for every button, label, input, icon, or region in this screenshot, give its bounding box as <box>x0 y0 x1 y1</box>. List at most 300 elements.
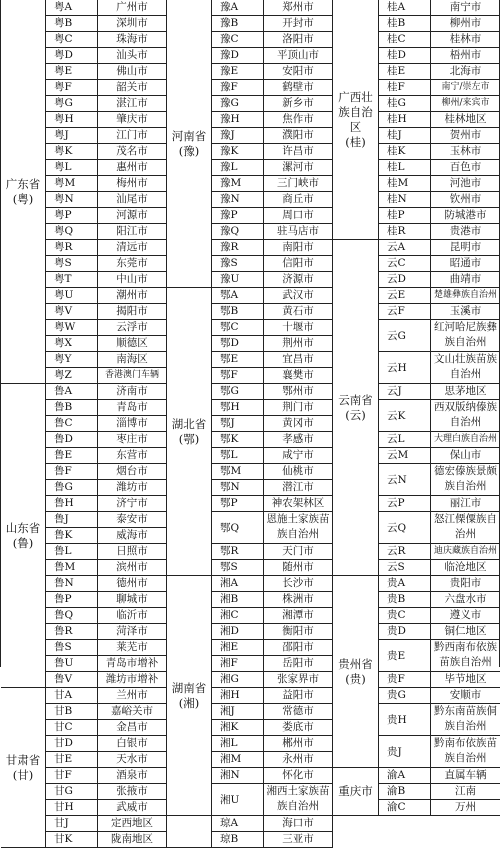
city-name: 昆明市 <box>431 240 500 256</box>
plate-code: 鄂D <box>212 336 264 352</box>
plate-code: 鄂C <box>212 320 264 336</box>
plate-code: 粤L <box>46 160 98 176</box>
plate-code: 桂N <box>379 192 431 208</box>
plate-code: 豫J <box>212 128 264 144</box>
plate-code: 桂R <box>379 224 431 240</box>
city-name: 贺州市 <box>431 128 500 144</box>
plate-code: 豫Q <box>212 224 264 240</box>
plate-code: 湘G <box>212 672 264 688</box>
city-name: 咸宁市 <box>264 448 333 464</box>
plate-code: 鲁L <box>46 544 98 560</box>
city-name: 荆门市 <box>264 400 333 416</box>
province-abbr: (湘) <box>178 695 200 710</box>
plate-code: 云M <box>379 448 431 464</box>
plate-code: 桂J <box>379 128 431 144</box>
plate-code: 粤E <box>46 64 98 80</box>
plate-code: 桂H <box>379 112 431 128</box>
city-name: 怀化市 <box>264 768 333 784</box>
plate-code: 粤C <box>46 32 98 48</box>
plate-code: 粤V <box>46 304 98 320</box>
plate-code: 琼B <box>212 832 264 848</box>
plate-code: 云P <box>379 496 431 512</box>
city-name: 三门峡市 <box>264 176 333 192</box>
city-name: 黄石市 <box>264 304 333 320</box>
plate-code: 鄂N <box>212 480 264 496</box>
city-name: 新乡市 <box>264 96 333 112</box>
city-name: 随州市 <box>264 560 333 576</box>
plate-code: 粤K <box>46 144 98 160</box>
plate-code: 鲁P <box>46 592 98 608</box>
province-name: 湖北省 <box>171 416 207 431</box>
plate-code: 湘K <box>212 720 264 736</box>
city-name: 泰安市 <box>98 512 167 528</box>
province-abbr: (桂) <box>345 134 366 149</box>
city-name: 阳江市 <box>98 224 167 240</box>
city-name: 岳阳市 <box>264 656 333 672</box>
city-name: 南宁市 <box>431 0 500 16</box>
city-name: 焦作市 <box>264 112 333 128</box>
table-column-3 <box>332 0 500 813</box>
province-cell <box>167 576 212 816</box>
province-cell <box>333 576 379 768</box>
city-name: 潍坊市 <box>98 480 167 496</box>
province-cell <box>1 688 46 848</box>
city-name: 南宁/崇左市 <box>431 80 500 96</box>
city-name: 青岛市 <box>98 400 167 416</box>
plate-code: 粤D <box>46 48 98 64</box>
city-name: 鄂州市 <box>264 384 333 400</box>
plate-code: 桂G <box>379 96 431 112</box>
city-name: 株洲市 <box>264 592 333 608</box>
city-name: 大理白族自治州 <box>431 432 500 448</box>
plate-code: 豫E <box>212 64 264 80</box>
plate-code: 桂C <box>379 32 431 48</box>
plate-code: 贵J <box>379 736 431 768</box>
city-name: 潜江市 <box>264 480 333 496</box>
plate-code: 粤S <box>46 256 98 272</box>
plate-code: 湘L <box>212 736 264 752</box>
plate-code: 豫G <box>212 96 264 112</box>
plate-code: 鄂J <box>212 416 264 432</box>
city-name: 武威市 <box>98 800 167 816</box>
city-name: 定西地区 <box>98 816 167 832</box>
plate-code: 鲁V <box>46 672 98 688</box>
city-name: 郴州市 <box>264 736 333 752</box>
city-name: 清远市 <box>98 240 167 256</box>
plate-code: 粤X <box>46 336 98 352</box>
plate-code: 粤B <box>46 16 98 32</box>
plate-code: 鄂E <box>212 352 264 368</box>
plate-code: 湘U <box>212 784 264 816</box>
plate-code: 桂F <box>379 80 431 96</box>
plate-code: 鄂A <box>212 288 264 304</box>
plate-code: 贵B <box>379 592 431 608</box>
city-name: 汕头市 <box>98 48 167 64</box>
province-name: 甘肃省 <box>5 752 41 767</box>
city-name: 十堰市 <box>264 320 333 336</box>
city-name: 桂林地区 <box>431 112 500 128</box>
plate-code: 鄂Q <box>212 512 264 544</box>
plate-code: 桂L <box>379 160 431 176</box>
table-column-2 <box>166 0 332 845</box>
province-abbr: (甘) <box>12 767 34 782</box>
city-name: 济南市 <box>98 384 167 400</box>
city-name: 三亚市 <box>264 832 333 848</box>
city-name: 云浮市 <box>98 320 167 336</box>
plate-code: 桂A <box>379 0 431 16</box>
plate-code: 鲁E <box>46 448 98 464</box>
plate-code: 鄂P <box>212 496 264 512</box>
plate-code: 豫B <box>212 16 264 32</box>
city-name: 淄博市 <box>98 416 167 432</box>
city-name: 莱芜市 <box>98 640 167 656</box>
plate-code: 桂D <box>379 48 431 64</box>
plate-code: 鲁A <box>46 384 98 400</box>
city-name: 张家界市 <box>264 672 333 688</box>
city-name: 滨州市 <box>98 560 167 576</box>
plate-code: 粤G <box>46 96 98 112</box>
city-name: 许昌市 <box>264 144 333 160</box>
plate-code: 鲁N <box>46 576 98 592</box>
plate-code: 鄂G <box>212 384 264 400</box>
plate-code: 豫A <box>212 0 264 16</box>
plate-code: 豫C <box>212 32 264 48</box>
city-name: 茂名市 <box>98 144 167 160</box>
plate-code: 鲁C <box>46 416 98 432</box>
plate-code: 云A <box>379 240 431 256</box>
plate-code: 桂K <box>379 144 431 160</box>
province-name: 湖南省 <box>171 680 207 695</box>
plate-code: 豫U <box>212 272 264 288</box>
plate-code: 鲁H <box>46 496 98 512</box>
city-name: 金昌市 <box>98 720 167 736</box>
city-name: 济宁市 <box>98 496 167 512</box>
city-name: 娄底市 <box>264 720 333 736</box>
plate-code: 渝A <box>379 768 431 784</box>
plate-code: 鄂H <box>212 400 264 416</box>
city-name: 黔南布依族苗族自治州 <box>431 736 500 768</box>
city-name: 南阳市 <box>264 240 333 256</box>
city-name: 贵港市 <box>431 224 500 240</box>
plate-code: 鄂F <box>212 368 264 384</box>
city-name: 菏泽市 <box>98 624 167 640</box>
province-name: 河南省 <box>171 128 207 143</box>
city-name: 宜昌市 <box>264 352 333 368</box>
city-name: 驻马店市 <box>264 224 333 240</box>
city-name: 丽江市 <box>431 496 500 512</box>
province-abbr: (鄂) <box>178 431 200 446</box>
plate-code: 湘F <box>212 656 264 672</box>
plate-code: 云D <box>379 272 431 288</box>
city-name: 南海区 <box>98 352 167 368</box>
city-name: 天水市 <box>98 752 167 768</box>
city-name: 楚雄彝族自治州 <box>431 288 500 304</box>
plate-code: 云C <box>379 256 431 272</box>
plate-code: 桂E <box>379 64 431 80</box>
plate-code: 鄂S <box>212 560 264 576</box>
city-name: 海口市 <box>264 816 333 832</box>
city-name: 揭阳市 <box>98 304 167 320</box>
city-name: 钦州市 <box>431 192 500 208</box>
city-name: 韶关市 <box>98 80 167 96</box>
province-cell <box>1 0 46 384</box>
plate-code: 桂B <box>379 16 431 32</box>
plate-code: 鲁U <box>46 656 98 672</box>
plate-code: 鄂R <box>212 544 264 560</box>
plate-code: 豫P <box>212 208 264 224</box>
province-name: 云南省 <box>338 392 373 407</box>
city-name: 万州 <box>431 800 500 816</box>
plate-code: 云G <box>379 320 431 352</box>
plate-code: 粤H <box>46 112 98 128</box>
city-name: 桂林市 <box>431 32 500 48</box>
city-name: 永州市 <box>264 752 333 768</box>
city-name: 嘉峪关市 <box>98 704 167 720</box>
city-name: 德州市 <box>98 576 167 592</box>
plate-code: 贵G <box>379 688 431 704</box>
city-name: 玉林市 <box>431 144 500 160</box>
plate-code: 鲁S <box>46 640 98 656</box>
city-name: 黔西南布依族苗族自治州 <box>431 640 500 672</box>
plate-code: 豫F <box>212 80 264 96</box>
plate-code: 云N <box>379 464 431 496</box>
city-name: 聊城市 <box>98 592 167 608</box>
plate-code: 甘C <box>46 720 98 736</box>
city-name: 江南 <box>431 784 500 800</box>
plate-code: 豫H <box>212 112 264 128</box>
table-column-1 <box>0 0 166 845</box>
plate-code: 甘H <box>46 800 98 816</box>
plate-code: 湘M <box>212 752 264 768</box>
province-cell <box>167 288 212 576</box>
plate-code: 鲁M <box>46 560 98 576</box>
plate-code: 甘J <box>46 816 98 832</box>
province-cell <box>167 0 212 288</box>
plate-code: 甘A <box>46 688 98 704</box>
province-name: 山东省 <box>5 520 41 535</box>
city-name: 荆州市 <box>264 336 333 352</box>
plate-code: 粤W <box>46 320 98 336</box>
plate-code: 云H <box>379 352 431 384</box>
plate-code: 湘H <box>212 688 264 704</box>
city-name: 怒江傈僳族自治州 <box>431 512 500 544</box>
plate-code: 粤M <box>46 176 98 192</box>
city-name: 青岛市增补 <box>98 656 167 672</box>
plate-code: 甘E <box>46 752 98 768</box>
city-name: 柳州/来宾市 <box>431 96 500 112</box>
plate-code: 粤T <box>46 272 98 288</box>
plate-code: 鲁B <box>46 400 98 416</box>
plate-code: 鲁G <box>46 480 98 496</box>
city-name: 潮州市 <box>98 288 167 304</box>
city-name: 酒泉市 <box>98 768 167 784</box>
city-name: 广州市 <box>98 0 167 16</box>
plate-code: 粤F <box>46 80 98 96</box>
city-name: 玉溪市 <box>431 304 500 320</box>
province-abbr: (贵) <box>345 671 366 686</box>
plate-code: 粤J <box>46 128 98 144</box>
city-name: 安顺市 <box>431 688 500 704</box>
plate-code: 湘E <box>212 640 264 656</box>
city-name: 红河哈尼族彝族自治州 <box>431 320 500 352</box>
plate-code: 鄂M <box>212 464 264 480</box>
plate-code: 云R <box>379 544 431 560</box>
city-name: 濮阳市 <box>264 128 333 144</box>
city-name: 西双版纳傣族自治州 <box>431 400 500 432</box>
city-name: 仙桃市 <box>264 464 333 480</box>
city-name: 顺德区 <box>98 336 167 352</box>
plate-code: 贵E <box>379 640 431 672</box>
plate-code: 鲁Q <box>46 608 98 624</box>
plate-code: 鄂B <box>212 304 264 320</box>
city-name: 长沙市 <box>264 576 333 592</box>
plate-code: 鄂K <box>212 432 264 448</box>
plate-code: 湘C <box>212 608 264 624</box>
plate-code: 粤Z <box>46 368 98 384</box>
city-name: 保山市 <box>431 448 500 464</box>
plate-code: 豫L <box>212 160 264 176</box>
plate-code: 粤N <box>46 192 98 208</box>
plate-code: 甘D <box>46 736 98 752</box>
city-name: 黄冈市 <box>264 416 333 432</box>
province-cell <box>333 0 379 240</box>
city-name: 平顶山市 <box>264 48 333 64</box>
city-name: 枣庄市 <box>98 432 167 448</box>
city-name: 北海市 <box>431 64 500 80</box>
plate-code: 贵H <box>379 704 431 736</box>
plate-code: 甘G <box>46 784 98 800</box>
plate-code: 湘A <box>212 576 264 592</box>
city-name: 中山市 <box>98 272 167 288</box>
province-abbr: (粤) <box>12 191 34 206</box>
city-name: 佛山市 <box>98 64 167 80</box>
city-name: 郑州市 <box>264 0 333 16</box>
plate-code: 桂P <box>379 208 431 224</box>
city-name: 商丘市 <box>264 192 333 208</box>
plate-code: 豫M <box>212 176 264 192</box>
city-name: 河池市 <box>431 176 500 192</box>
province-cell <box>333 768 379 816</box>
city-name: 深圳市 <box>98 16 167 32</box>
plate-code: 豫R <box>212 240 264 256</box>
plate-code: 鄂L <box>212 448 264 464</box>
plate-code: 云J <box>379 384 431 400</box>
city-name: 天门市 <box>264 544 333 560</box>
city-name: 文山壮族苗族自治州 <box>431 352 500 384</box>
city-name: 武汉市 <box>264 288 333 304</box>
plate-code: 贵F <box>379 672 431 688</box>
city-name: 百色市 <box>431 160 500 176</box>
city-name: 珠海市 <box>98 32 167 48</box>
city-name: 惠州市 <box>98 160 167 176</box>
plate-code: 豫D <box>212 48 264 64</box>
province-abbr: (豫) <box>178 143 200 158</box>
city-name: 贵阳市 <box>431 576 500 592</box>
city-name: 威海市 <box>98 528 167 544</box>
plate-code: 甘K <box>46 832 98 848</box>
city-name: 常德市 <box>264 704 333 720</box>
city-name: 邵阳市 <box>264 640 333 656</box>
plate-code: 粤R <box>46 240 98 256</box>
province-name: 贵州省 <box>338 656 373 671</box>
city-name: 黔东南苗族侗族自治州 <box>431 704 500 736</box>
plate-code: 渝B <box>379 784 431 800</box>
plate-code: 云Q <box>379 512 431 544</box>
plate-code: 渝C <box>379 800 431 816</box>
city-name: 信阳市 <box>264 256 333 272</box>
city-name: 梅州市 <box>98 176 167 192</box>
city-name: 潍坊市增补 <box>98 672 167 688</box>
city-name: 日照市 <box>98 544 167 560</box>
city-name: 迪庆藏族自治州 <box>431 544 500 560</box>
city-name: 益阳市 <box>264 688 333 704</box>
city-name: 柳州市 <box>431 16 500 32</box>
city-name: 开封市 <box>264 16 333 32</box>
plate-code: 粤A <box>46 0 98 16</box>
plate-code: 粤U <box>46 288 98 304</box>
plate-code: 琼A <box>212 816 264 832</box>
city-name: 湘潭市 <box>264 608 333 624</box>
city-name: 东莞市 <box>98 256 167 272</box>
city-name: 烟台市 <box>98 464 167 480</box>
province-cell <box>1 384 46 688</box>
plate-code: 豫N <box>212 192 264 208</box>
plate-code: 鲁K <box>46 528 98 544</box>
plate-code: 云S <box>379 560 431 576</box>
city-name: 铜仁地区 <box>431 624 500 640</box>
plate-code: 云K <box>379 400 431 432</box>
city-name: 六盘水市 <box>431 592 500 608</box>
plate-code: 贵C <box>379 608 431 624</box>
city-name: 湛江市 <box>98 96 167 112</box>
city-name: 洛阳市 <box>264 32 333 48</box>
city-name: 襄樊市 <box>264 368 333 384</box>
plate-code: 鲁J <box>46 512 98 528</box>
plate-code: 湘B <box>212 592 264 608</box>
city-name: 安阳市 <box>264 64 333 80</box>
plate-code: 甘F <box>46 768 98 784</box>
province-abbr: (云) <box>345 407 366 422</box>
plate-code: 贵D <box>379 624 431 640</box>
province-cell <box>167 816 212 848</box>
province-name: 广西壮族自治区 <box>338 89 373 134</box>
city-name: 曲靖市 <box>431 272 500 288</box>
city-name: 衡阳市 <box>264 624 333 640</box>
plate-code: 桂M <box>379 176 431 192</box>
plate-code: 鲁R <box>46 624 98 640</box>
city-name: 思茅地区 <box>431 384 500 400</box>
city-name: 孝感市 <box>264 432 333 448</box>
plate-code: 湘D <box>212 624 264 640</box>
city-name: 漯河市 <box>264 160 333 176</box>
province-cell <box>333 240 379 576</box>
plate-code: 鲁D <box>46 432 98 448</box>
province-abbr: (鲁) <box>12 535 34 550</box>
city-name: 神农架林区 <box>264 496 333 512</box>
city-name: 临沧地区 <box>431 560 500 576</box>
city-name: 湘西土家族苗族自治州 <box>264 784 333 816</box>
city-name: 梧州市 <box>431 48 500 64</box>
plate-code: 鲁F <box>46 464 98 480</box>
city-name: 鹤壁市 <box>264 80 333 96</box>
plate-code: 湘N <box>212 768 264 784</box>
city-name: 香港澳门车辆 <box>98 368 167 384</box>
plate-code: 湘J <box>212 704 264 720</box>
province-name: 广东省 <box>5 176 41 191</box>
city-name: 东营市 <box>98 448 167 464</box>
city-name: 德宏傣族景颇族自治州 <box>431 464 500 496</box>
city-name: 直属车辆 <box>431 768 500 784</box>
